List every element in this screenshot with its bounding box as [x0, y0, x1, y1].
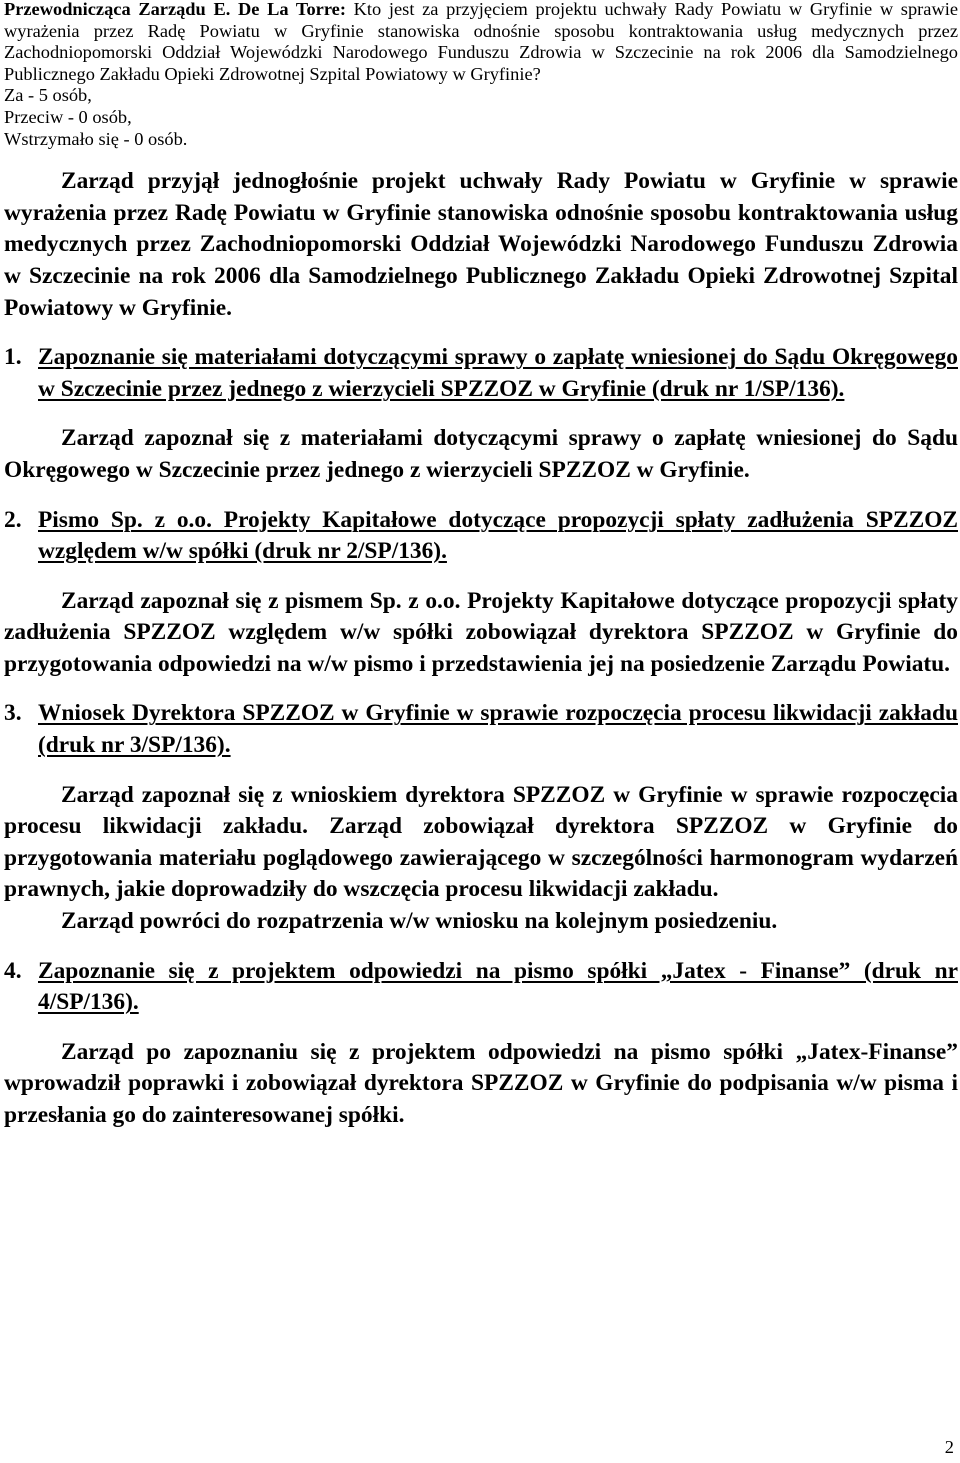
agenda-item-4-paragraph: Zarząd po zapoznaniu się z projektem odpowiedzi na pismo spółki „Jatex-Finanse” wprowadził poprawki i zobowiązał dyrektora SPZZOZ w Gryfinie do podpisania w/w pisma i przesłania go do zainteresowanej spółki.: [4, 1038, 958, 1128]
agenda-item-1: [4, 342, 958, 405]
page-number: 2: [944, 1437, 954, 1457]
agenda-item-number: 3.: [4, 700, 22, 727]
agenda-item-3-followup: Zarząd powróci do rozpatrzenia w/w wniosku na kolejnym posiedzeniu.: [61, 908, 778, 935]
agenda-item-number: 2.: [4, 506, 22, 533]
agenda-item-1-paragraph: Zarząd zapoznał się z materiałami dotyczącymi sprawy o zapłatę wniesionej do Sądu Okręgowego w Szczecinie przez jednego z wierzycieli SPZZOZ w Gryfinie.: [4, 425, 958, 483]
agenda-item-3: [4, 698, 958, 761]
agenda-item-title: Wniosek Dyrektora SPZZOZ w Gryfinie w sprawie rozpoczęcia procesu likwidacji zakładu (druk nr 3/SP/136).: [38, 700, 958, 759]
voting-question: Kto jest za przyjęciem projektu uchwały Rady Powiatu w Gryfinie w sprawie wyrażenia przez Radę Powiatu w Gryfinie stanowiska odnośnie sposobu kontraktowania usług medycznych przez Zachodniopomorski Oddział Wojewódzki Narodowego Funduszu Zdrowia w Szczecinie na rok 2006 dla Samodzielnego Publicznego Zakładu Opieki Zdrowotnej Szpital Powiatowy w Gryfinie?: [4, 0, 958, 84]
speaker-label: Przewodnicząca Zarządu E. De La Torre:: [4, 0, 346, 19]
agenda-item-number: 1.: [4, 344, 22, 371]
vote-for: Za - 5 osób,: [4, 85, 92, 106]
intro-paragraph: [4, 0, 958, 85]
agenda-item-number: 4.: [4, 957, 22, 984]
agenda-item-4: [4, 956, 958, 1019]
document-page: [4, 0, 958, 1132]
agenda-item-2: [4, 505, 958, 568]
resolution-paragraph: Zarząd przyjął jednogłośnie projekt uchwały Rady Powiatu w Gryfinie w sprawie wyrażenia przez Radę Powiatu w Gryfinie stanowiska odnośnie sposobu kontraktowania usług medycznych przez Zachodniopomorski Oddział Wojewódzki Narodowego Funduszu Zdrowia w Szczecinie na rok 2006 dla Samodzielnego Publicznego Zakładu Opieki Zdrowotnej Szpital Powiatowy w Gryfinie.: [4, 168, 958, 321]
agenda-item-3-paragraph: Zarząd zapoznał się z wnioskiem dyrektora SPZZOZ w Gryfinie w sprawie rozpoczęcia procesu likwidacji zakładu. Zarząd zobowiązał dyrektora SPZZOZ w Gryfinie do przygotowania materiału poglądowego zawierającego w szczególności harmonogram wydarzeń prawnych, jakie doprowadziły do wszczęcia procesu likwidacji zakładu.: [4, 781, 958, 903]
agenda-item-title: Zapoznanie się z projektem odpowiedzi na pismo spółki „Jatex - Finanse” (druk nr 4/SP/136).: [38, 957, 958, 1016]
agenda-item-2-paragraph: Zarząd zapoznał się z pismem Sp. z o.o. Projekty Kapitałowe dotyczące propozycji spłaty zadłużenia SPZZOZ względem w/w spółki zobowiązał dyrektora SPZZOZ w Gryfinie do przygotowania odpowiedzi na w/w pismo i przedstawienia jej na posiedzenie Zarządu Powiatu.: [4, 587, 958, 677]
vote-against: Przeciw - 0 osób,: [4, 106, 132, 127]
agenda-item-title: Pismo Sp. z o.o. Projekty Kapitałowe dotyczące propozycji spłaty zadłużenia SPZZOZ względem w/w spółki (druk nr 2/SP/136).: [38, 506, 958, 565]
vote-results: [4, 85, 958, 150]
agenda-item-title: Zapoznanie się materiałami dotyczącymi sprawy o zapłatę wniesionej do Sądu Okręgowego w Szczecinie przez jednego z wierzycieli SPZZOZ w Gryfinie (druk nr 1/SP/136).: [38, 344, 958, 402]
vote-abstained: Wstrzymało się - 0 osób.: [4, 128, 188, 149]
